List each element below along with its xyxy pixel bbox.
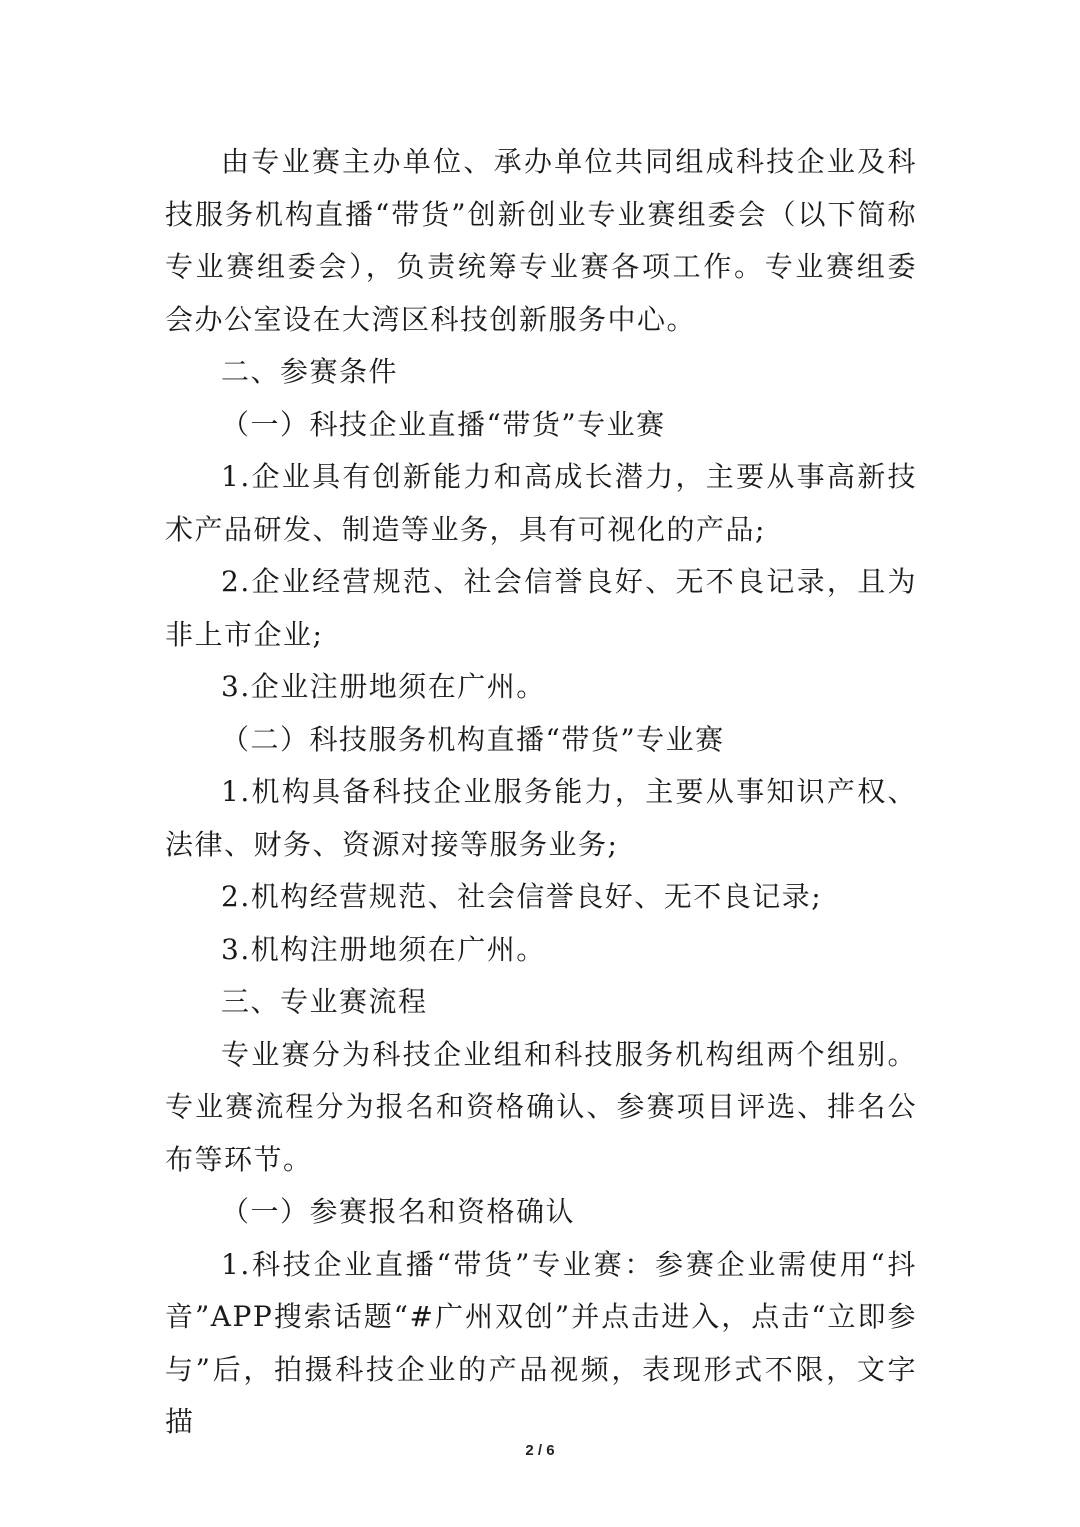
enterprise-condition-2: 2.企业经营规范、社会信誉良好、无不良记录，且为非上市企业; [165,565,917,651]
subsection-heading-enterprise-contest: （一）科技企业直播“带货”专业赛 [221,407,666,441]
enterprise-condition-1: 1.企业具有创新能力和高成长潜力，主要从事高新技术产品研发、制造等业务，具有可视化的产品; [165,460,917,546]
subsection-heading-registration: （一）参赛报名和资格确认 [221,1195,576,1228]
institution-condition-3: 3.机构注册地须在广州。 [221,932,546,966]
paragraph-organizing-committee: 由专业赛主办单位、承办单位共同组成科技企业及科技服务机构直播“带货”创新创业专业赛组委会（以下简称专业赛组委会），负责统筹专业赛各项工作。专业赛组委会办公室设在大湾区科技创新服务中心。 [165,145,917,336]
paragraph-registration-step-1: 1.科技企业直播“带货”专业赛：参赛企业需使用“抖音”APP搜索话题“#广州双创”并点击进入，点击“立即参与”后，拍摄科技企业的产品视频，表现形式不限，文字描 [165,1247,917,1438]
section-heading-eligibility: 二、参赛条件 [221,355,399,388]
enterprise-condition-3: 3.企业注册地须在广州。 [221,670,546,703]
subsection-heading-service-institution-contest: （二）科技服务机构直播“带货”专业赛 [221,722,725,756]
section-heading-process: 三、专业赛流程 [221,985,428,1018]
paragraph-contest-groups: 专业赛分为科技企业组和科技服务机构组两个组别。专业赛流程分为报名和资格确认、参赛项目评选、排名公布等环节。 [165,1037,917,1176]
document-body [165,136,917,1449]
page-number: 2 / 6 [525,1442,555,1459]
institution-condition-2: 2.机构经营规范、社会信誉良好、无不良记录; [221,880,823,913]
institution-condition-1: 1.机构具备科技企业服务能力，主要从事知识产权、法律、财务、资源对接等服务业务; [165,775,917,861]
